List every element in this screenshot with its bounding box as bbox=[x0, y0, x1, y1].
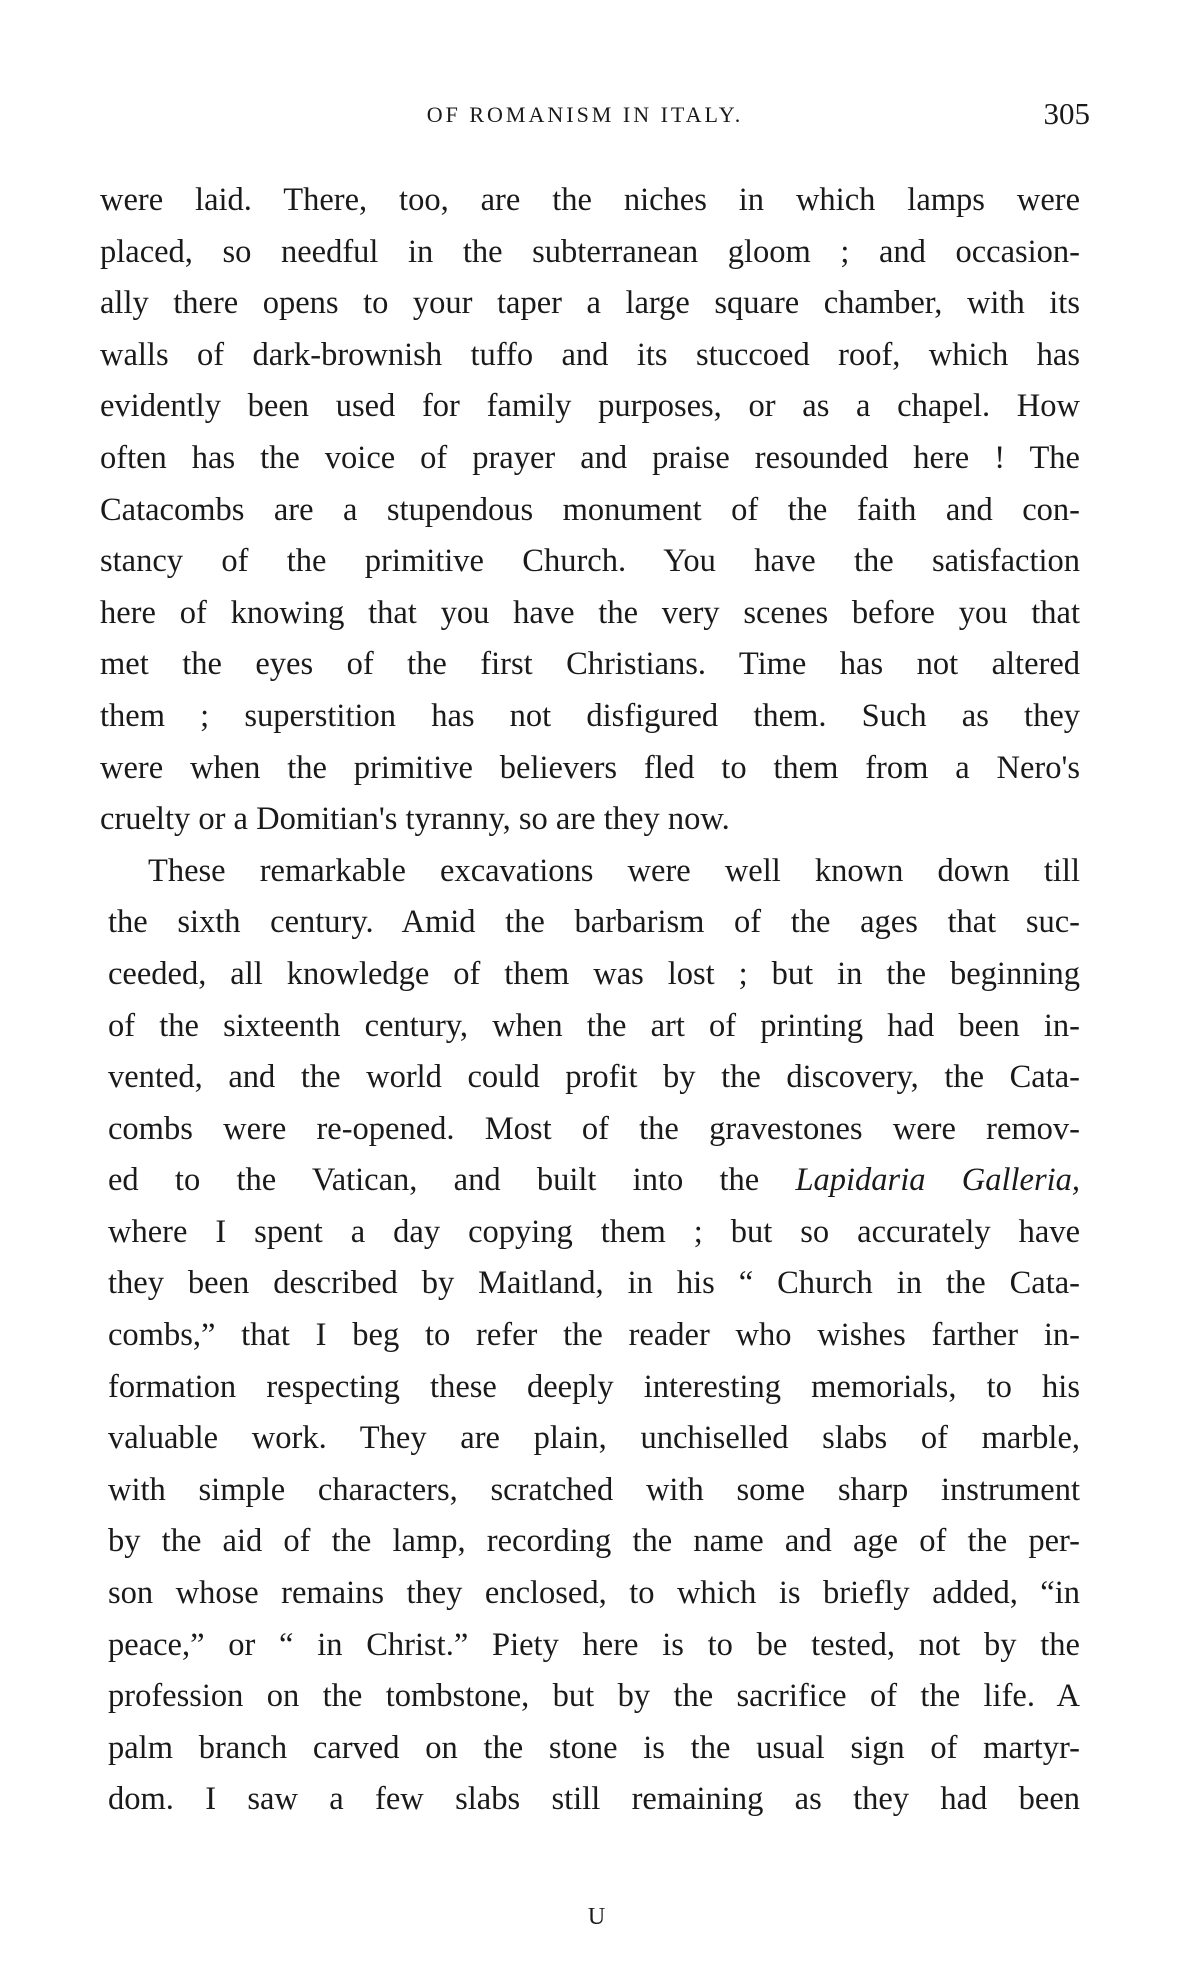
text-line: often has the voice of prayer and praise resounded here ! The bbox=[100, 439, 1080, 476]
body-text bbox=[100, 175, 1080, 1826]
text-line: were when the primitive believers fled to them from a Nero's bbox=[100, 749, 1080, 786]
page-number: 305 bbox=[1043, 96, 1090, 131]
running-head bbox=[100, 96, 1090, 136]
text-line: with simple characters, scratched with some sharp instrument bbox=[108, 1471, 1080, 1508]
text-line: valuable work. They are plain, unchiselled slabs of marble, bbox=[108, 1420, 1080, 1457]
text-line: here of knowing that you have the very scenes before you that bbox=[100, 594, 1080, 631]
text-line: stancy of the primitive Church. You have the satisfaction bbox=[100, 543, 1080, 580]
text-line: the sixth century. Amid the barbarism of the ages that suc- bbox=[108, 904, 1080, 941]
italic-title: Lapidaria Galleria, bbox=[795, 1162, 1080, 1199]
text-line: These remarkable excavations were well known down till bbox=[148, 852, 1080, 889]
text-line: by the aid of the lamp, recording the name and age of the per- bbox=[108, 1523, 1080, 1560]
text-line: vented, and the world could profit by the discovery, the Cata- bbox=[108, 1059, 1080, 1096]
text-line: were laid. There, too, are the niches in which lamps were bbox=[100, 182, 1080, 218]
text-line: evidently been used for family purposes, or as a chapel. How bbox=[100, 388, 1080, 425]
text-line: combs were re-opened. Most of the gravestones were remov- bbox=[108, 1110, 1080, 1147]
text-segment: ed to the Vatican, and built into the bbox=[108, 1162, 796, 1199]
text-line: met the eyes of the first Christians. Time has not altered bbox=[100, 646, 1080, 683]
signature-mark: U bbox=[587, 1904, 606, 1930]
text-line: formation respecting these deeply interesting memorials, to his bbox=[108, 1368, 1080, 1405]
text-line: palm branch carved on the stone is the usual sign of martyr- bbox=[108, 1729, 1080, 1766]
text-line: cruelty or a Domitian's tyranny, so are they now. bbox=[100, 801, 730, 838]
text-line: they been described by Maitland, in his “ Church in the Cata- bbox=[108, 1265, 1080, 1302]
text-line: walls of dark-brownish tuffo and its stuccoed roof, which has bbox=[100, 336, 1080, 373]
text-line: of the sixteenth century, when the art of printing had been in- bbox=[108, 1007, 1080, 1044]
text-line: them ; superstition has not disfigured them. Such as they bbox=[100, 697, 1080, 734]
text-line: peace,” or “ in Christ.” Piety here is to be tested, not by the bbox=[108, 1626, 1080, 1663]
text-line: combs,” that I beg to refer the reader who wishes farther in- bbox=[108, 1317, 1080, 1354]
text-line: Catacombs are a stupendous monument of the faith and con- bbox=[100, 491, 1080, 528]
text-line: where I spent a day copying them ; but so accurately have bbox=[108, 1213, 1080, 1250]
text-line-with-italic bbox=[100, 1155, 1080, 1207]
text-line: ceeded, all knowledge of them was lost ; but in the beginning bbox=[108, 955, 1080, 992]
text-line: ally there opens to your taper a large square chamber, with its bbox=[100, 285, 1080, 322]
running-title: OF ROMANISM IN ITALY. bbox=[426, 102, 744, 127]
text-line: placed, so needful in the subterranean gloom ; and occasion- bbox=[100, 233, 1080, 270]
text-line: dom. I saw a few slabs still remaining as they had been bbox=[108, 1781, 1080, 1818]
text-line: profession on the tombstone, but by the sacrifice of the life. A bbox=[108, 1678, 1080, 1715]
text-line: son whose remains they enclosed, to which is briefly added, “in bbox=[108, 1575, 1080, 1612]
